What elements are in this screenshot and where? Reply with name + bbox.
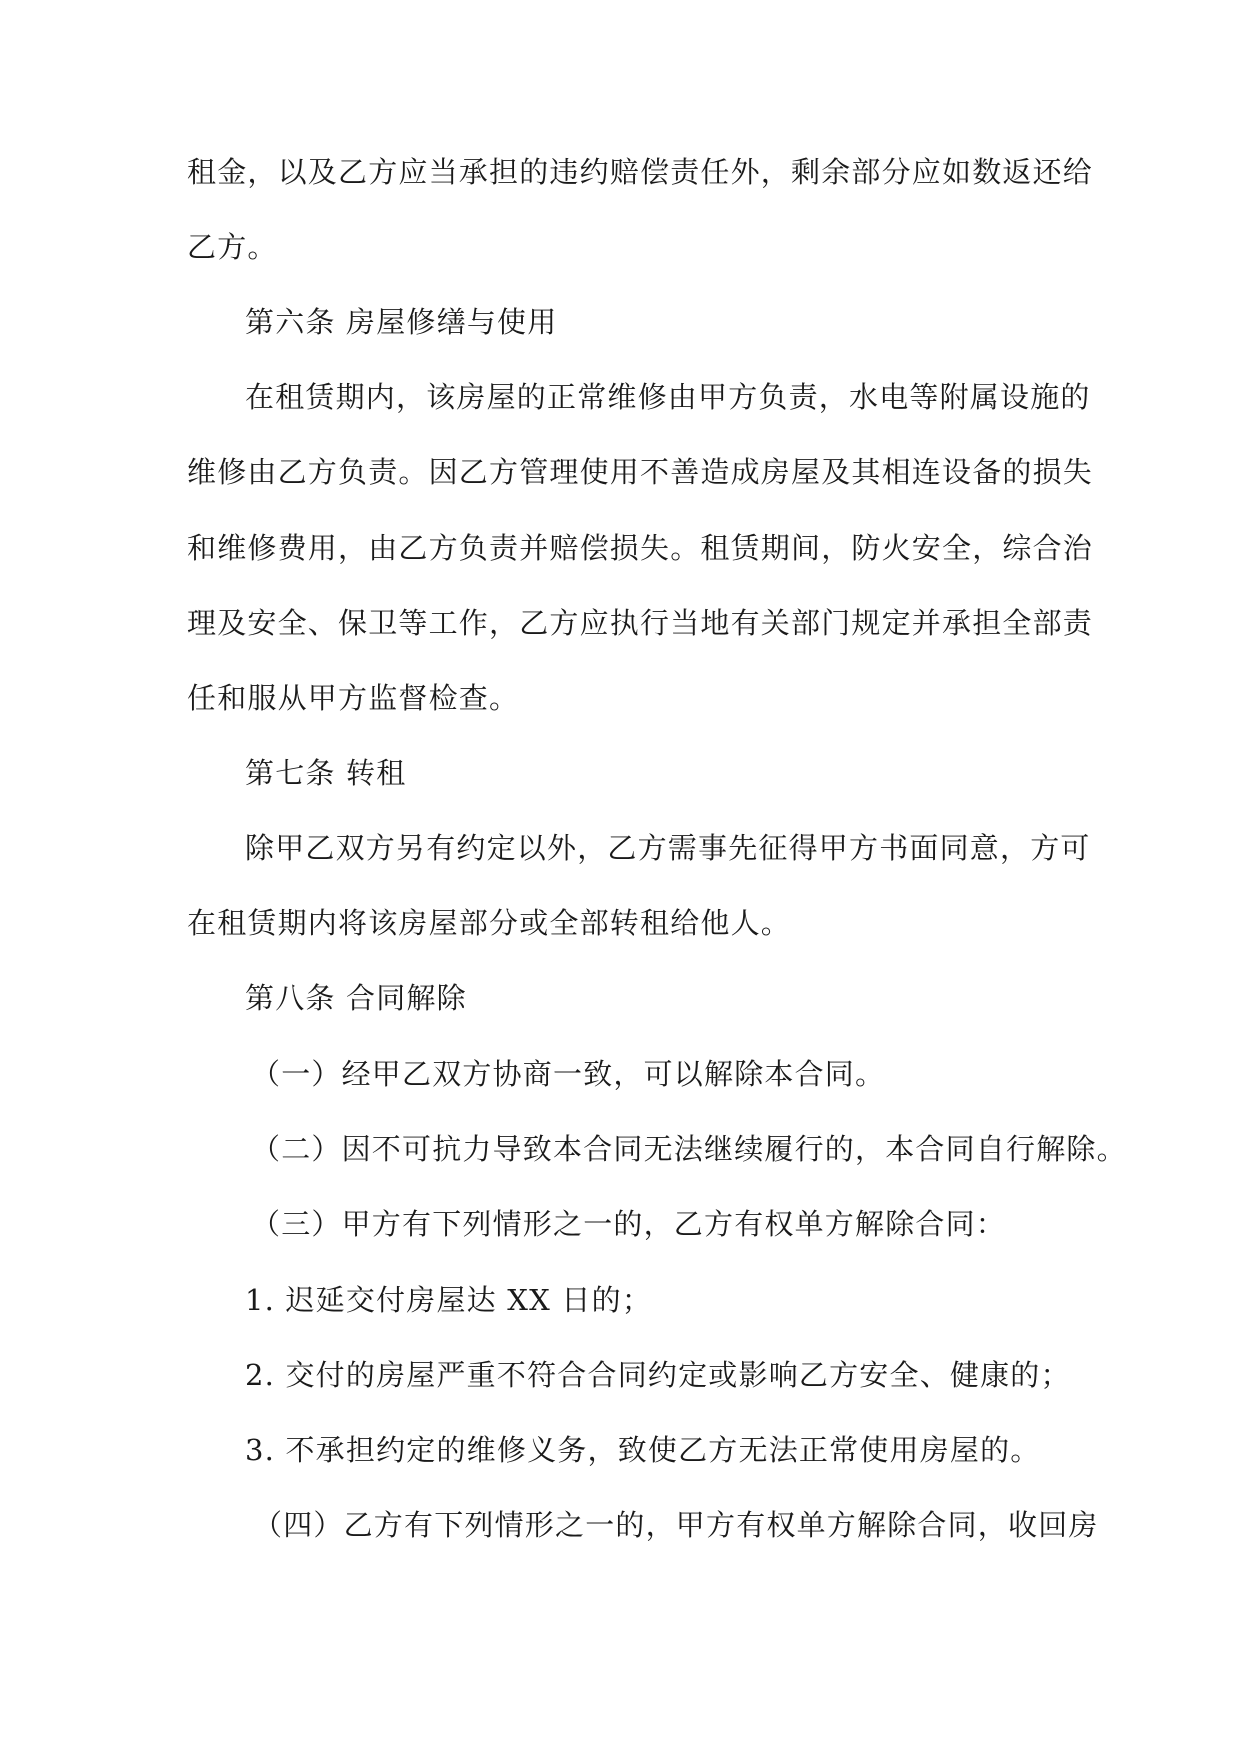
section-heading-6: 第六条 房屋修缮与使用 <box>245 305 558 339</box>
section-heading-8: 第八条 合同解除 <box>245 981 467 1015</box>
body-text-line: 在租赁期内将该房屋部分或全部转租给他人。 <box>187 906 792 940</box>
clause-item: （四）乙方有下列情形之一的，甲方有权单方解除合同，收回房 <box>253 1508 1099 1542</box>
numbered-item: 1. 迟延交付房屋达 XX 日的； <box>245 1283 653 1317</box>
body-text-line: 和维修费用，由乙方负责并赔偿损失。租赁期间，防火安全，综合治 <box>187 531 1094 565</box>
numbered-item: 2. 交付的房屋严重不符合合同约定或影响乙方安全、健康的； <box>245 1358 1071 1392</box>
body-text-line: 乙方。 <box>187 230 278 264</box>
section-heading-7: 第七条 转租 <box>245 756 407 790</box>
body-text-line: 租金，以及乙方应当承担的违约赔偿责任外，剩余部分应如数返还给 <box>187 155 1094 189</box>
clause-item: （一）经甲乙双方协商一致，可以解除本合同。 <box>251 1057 886 1091</box>
body-text-line: 任和服从甲方监督检查。 <box>187 681 520 715</box>
numbered-item: 3. 不承担约定的维修义务，致使乙方无法正常使用房屋的。 <box>245 1433 1041 1467</box>
body-text-line: 理及安全、保卫等工作，乙方应执行当地有关部门规定并承担全部责 <box>187 606 1094 640</box>
clause-item: （二）因不可抗力导致本合同无法继续履行的，本合同自行解除。 <box>251 1132 1127 1166</box>
body-text-line: 除甲乙双方另有约定以外，乙方需事先征得甲方书面同意，方可 <box>245 831 1091 865</box>
body-text-line: 在租赁期内，该房屋的正常维修由甲方负责，水电等附属设施的 <box>245 380 1091 414</box>
body-text-line: 维修由乙方负责。因乙方管理使用不善造成房屋及其相连设备的损失 <box>187 455 1094 489</box>
clause-item: （三）甲方有下列情形之一的，乙方有权单方解除合同： <box>251 1207 1007 1241</box>
